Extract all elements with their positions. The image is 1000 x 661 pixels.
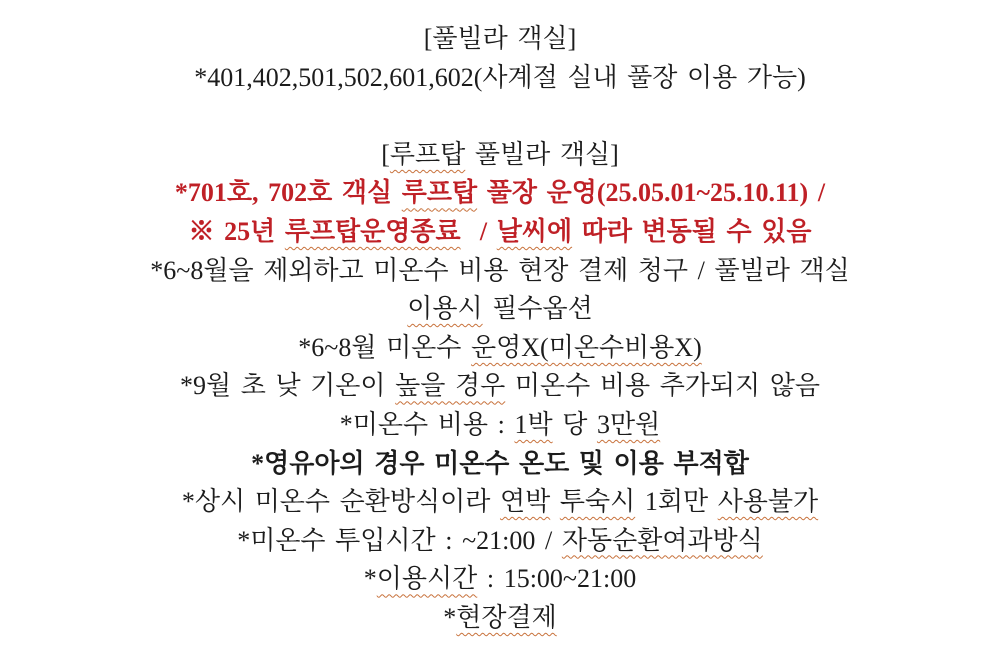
spellcheck-underlined-text: 높을 경우 bbox=[395, 371, 506, 401]
spellcheck-underlined-text: 현장결제 bbox=[456, 602, 557, 632]
warm-water-billing-line2 bbox=[0, 290, 1000, 329]
warm-water-summer-notice bbox=[0, 329, 1000, 368]
text-segment: 1회만 bbox=[635, 487, 718, 517]
spellcheck-underlined-text: 루프탑 bbox=[401, 178, 478, 208]
text-segment: [ bbox=[381, 139, 390, 169]
spellcheck-underlined-text: 이용시 bbox=[407, 294, 483, 324]
rooftop-header bbox=[0, 136, 1000, 175]
spellcheck-underlined-text: 루프탑 bbox=[389, 139, 466, 169]
spellcheck-underlined-text: 자동순환여과방식 bbox=[561, 525, 763, 555]
text-segment: *상시 미온수 순환방식이라 bbox=[181, 487, 500, 517]
text-segment bbox=[550, 487, 560, 516]
text-segment: * bbox=[363, 564, 377, 594]
text-segment: *6~8월 미온수 bbox=[298, 332, 472, 362]
text-segment: * bbox=[443, 602, 457, 632]
spellcheck-underlined-text: 루프탑운영종료 bbox=[284, 216, 461, 246]
rooftop-end-notice bbox=[0, 213, 1000, 252]
rooftop-operation-notice bbox=[0, 174, 1000, 213]
text-segment: *미온수 투입시간 : ~21:00 / bbox=[237, 525, 562, 555]
text-segment: 필수옵션 bbox=[482, 294, 593, 324]
warm-water-billing-line1 bbox=[0, 252, 1000, 291]
document-body bbox=[0, 20, 1000, 638]
text-segment: 당 bbox=[552, 409, 597, 439]
poolvilla-header bbox=[0, 20, 1000, 59]
text-segment: [풀빌라 객실] bbox=[423, 24, 577, 53]
text-segment: *701호, 702호 객실 bbox=[174, 178, 402, 208]
water-input-time bbox=[0, 522, 1000, 561]
text-segment: 미온수 비용 추가되지 않음 bbox=[505, 371, 821, 401]
warm-water-price bbox=[0, 406, 1000, 445]
spellcheck-underlined-text: 투숙시 bbox=[559, 487, 636, 517]
usage-time bbox=[0, 560, 1000, 599]
spellcheck-underlined-text: 3만원 bbox=[596, 409, 661, 439]
spellcheck-underlined-text: 1박 bbox=[514, 409, 553, 439]
circulation-notice bbox=[0, 483, 1000, 522]
onsite-payment bbox=[0, 599, 1000, 638]
text-segment: 따라 변동될 수 있음 bbox=[572, 216, 812, 246]
text-segment: 풀장 운영(25.05.01~25.10.11) / bbox=[477, 178, 826, 208]
text-segment: 풀빌라 객실] bbox=[465, 139, 619, 169]
text-segment: / bbox=[460, 216, 497, 246]
spellcheck-underlined-text: 운영X(미온수비용X) bbox=[471, 332, 702, 362]
text-segment: *미온수 비용 : bbox=[339, 409, 515, 439]
text-segment: : 15:00~21:00 bbox=[477, 564, 637, 594]
text-segment: *401,402,501,502,601,602(사계절 실내 풀장 이용 가능) bbox=[194, 62, 806, 92]
blank-line bbox=[0, 97, 1000, 136]
spellcheck-underlined-text: 이용시간 bbox=[376, 564, 478, 594]
poolvilla-rooms bbox=[0, 59, 1000, 98]
text-segment: ※ 25년 bbox=[188, 216, 285, 246]
spellcheck-underlined-text: 날씨에 bbox=[496, 216, 573, 246]
text-segment: *영유아의 경우 미온수 온도 및 이용 부적합 bbox=[251, 448, 749, 478]
infant-warning bbox=[0, 445, 1000, 484]
text-segment: *9월 초 낮 기온이 bbox=[179, 371, 396, 401]
spellcheck-underlined-text: 연박 bbox=[499, 487, 551, 517]
text-segment: *6~8월을 제외하고 미온수 비용 현장 결제 청구 / 풀빌라 객실 bbox=[150, 255, 850, 285]
spellcheck-underlined-text: 사용불가 bbox=[717, 487, 819, 517]
september-temperature-notice bbox=[0, 367, 1000, 406]
